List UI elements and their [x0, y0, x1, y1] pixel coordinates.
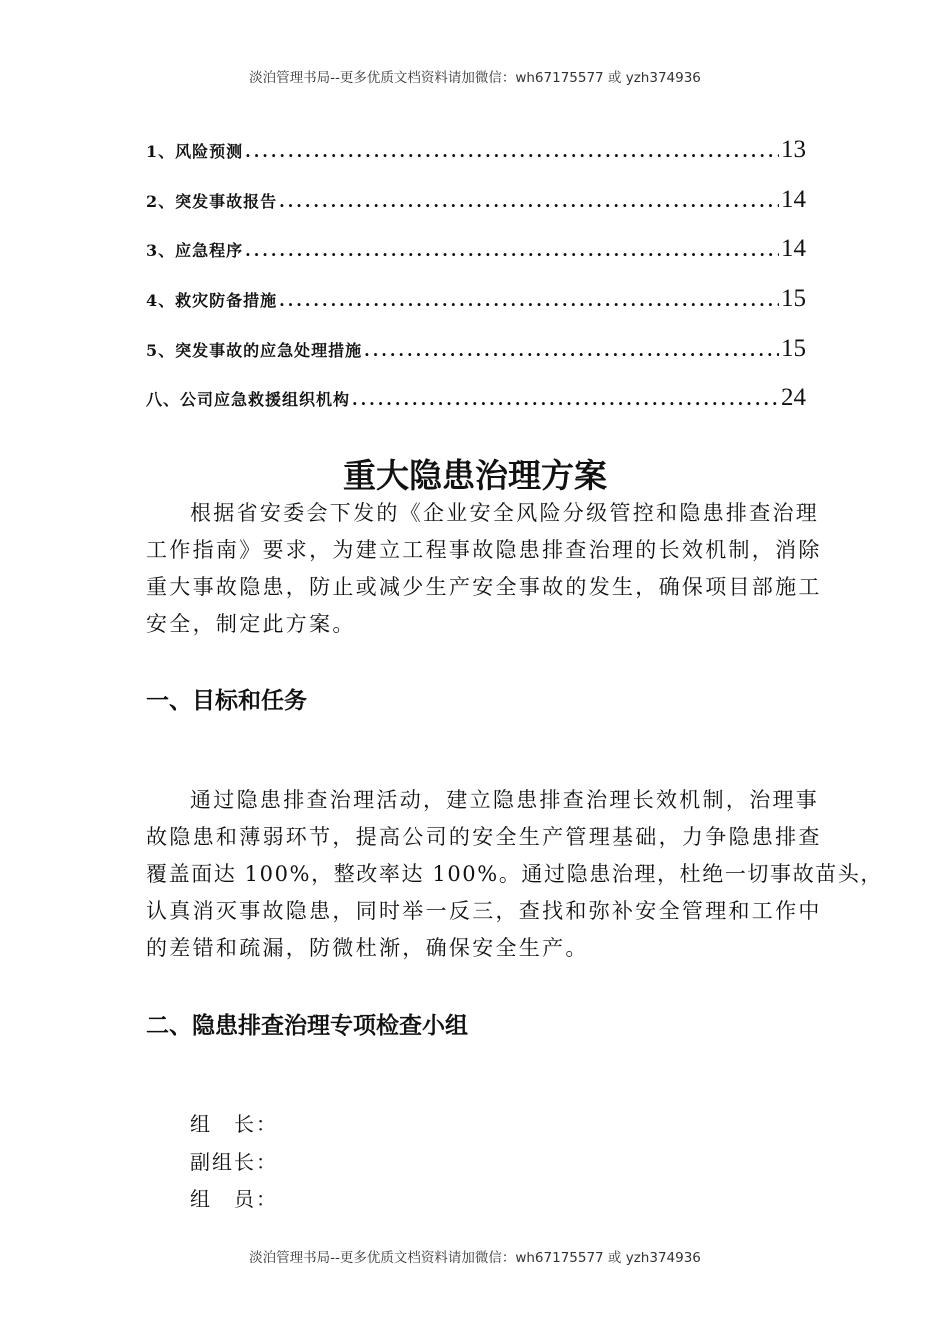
toc-leader	[279, 291, 779, 310]
paragraph-line: 覆盖面达 100%，整改率达 100%。通过隐患治理，杜绝一切事故苗头，	[146, 862, 884, 886]
toc-page: 24	[781, 384, 806, 411]
document-title: 重大隐患治理方案	[343, 456, 607, 495]
toc-page: 14	[781, 235, 806, 262]
paragraph-line: 的差错和疏漏，防微杜渐，确保安全生产。	[146, 936, 589, 960]
intro-line: 根据省安委会下发的《企业安全风险分级管控和隐患排查治理	[190, 501, 820, 525]
member-label: 副组长：	[190, 1150, 278, 1174]
toc-entry[interactable]	[146, 285, 806, 313]
paragraph-line: 通过隐患排查治理活动，建立隐患排查治理长效机制，治理事	[190, 788, 820, 812]
member-label: 组 长：	[190, 1112, 278, 1136]
toc-label: 4、救灾防备措施	[146, 291, 278, 310]
toc-entry[interactable]	[146, 384, 806, 412]
toc-entry[interactable]	[146, 235, 806, 263]
page-header: 淡泊管理书局--更多优质文档资料请加微信：wh67175577 或 yzh374936	[249, 70, 701, 86]
toc-label: 八、公司应急救援组织机构	[146, 390, 351, 409]
member-label: 组 员：	[190, 1187, 278, 1211]
toc-label: 1、风险预测	[146, 142, 244, 161]
intro-line: 安全，制定此方案。	[146, 612, 356, 636]
toc-leader	[352, 390, 779, 409]
toc-leader	[279, 192, 779, 211]
toc-label: 3、应急程序	[146, 241, 244, 260]
paragraph-line: 故隐患和薄弱环节，提高公司的安全生产管理基础，力争隐患排查	[146, 825, 822, 849]
toc-leader	[245, 241, 779, 260]
toc-leader	[364, 341, 779, 360]
toc-label: 5、突发事故的应急处理措施	[146, 341, 363, 360]
toc-page: 13	[781, 136, 806, 163]
toc-leader	[245, 142, 779, 161]
toc-page: 15	[781, 285, 806, 312]
intro-line: 工作指南》要求，为建立工程事故隐患排查治理的长效机制，消除	[146, 538, 822, 562]
toc-entry[interactable]	[146, 186, 806, 214]
toc-entry[interactable]	[146, 335, 806, 363]
paragraph-line: 认真消灭事故隐患，同时举一反三，查找和弥补安全管理和工作中	[146, 899, 822, 923]
toc-entry[interactable]	[146, 136, 806, 164]
section-heading: 二、隐患排查治理专项检查小组	[146, 1013, 468, 1039]
page-footer: 淡泊管理书局--更多优质文档资料请加微信：wh67175577 或 yzh374936	[249, 1250, 701, 1266]
intro-line: 重大事故隐患，防止或减少生产安全事故的发生，确保项目部施工	[146, 575, 822, 599]
toc-page: 15	[781, 335, 806, 362]
section-heading: 一、目标和任务	[146, 688, 307, 714]
toc-page: 14	[781, 186, 806, 213]
toc-label: 2、突发事故报告	[146, 192, 278, 211]
